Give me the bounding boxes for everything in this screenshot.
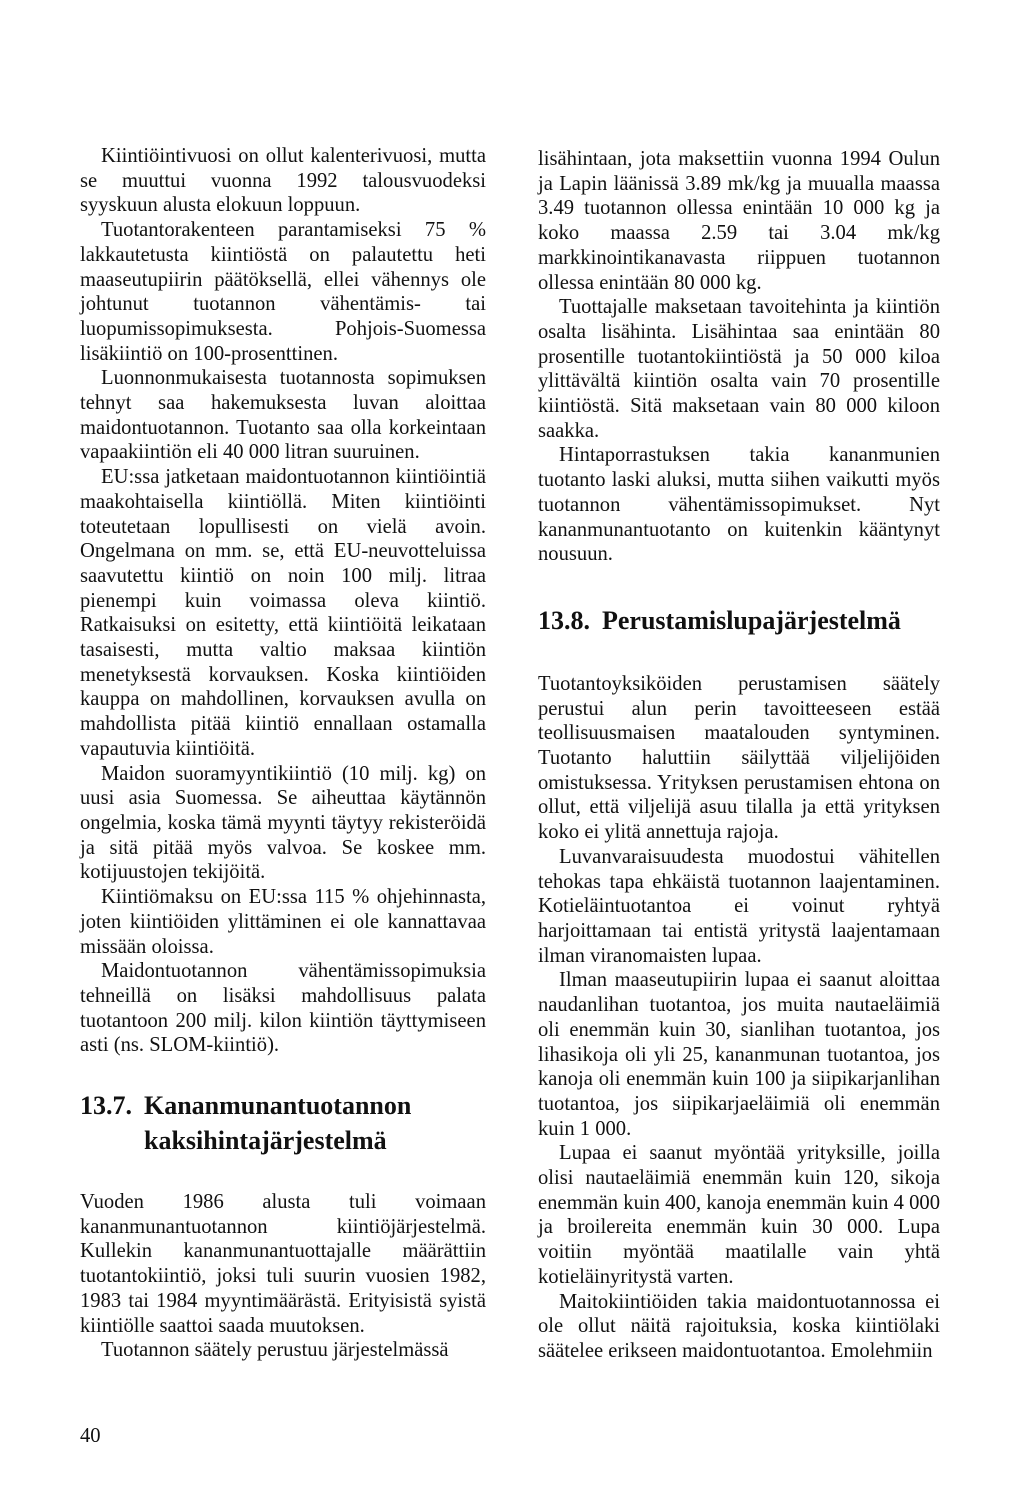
- paragraph: Kiintiöintivuosi on ollut kalenterivuosi, mutta se muuttui vuonna 1992 talousvuodeksi syyskuun alusta elokuun loppuun.: [80, 145, 486, 217]
- page-number: 40: [80, 1425, 101, 1447]
- paragraph: Maidon suoramyyntikiintiö (10 milj. kg) on uusi asia Suomessa. Se aiheuttaa käytännön ongelmia, koska tämä myynti täytyy rekisteröidä ja sitä pitää myös valvoa. Se koskee mm. kotijuustojen tekijöitä.: [80, 762, 486, 884]
- section-number: 13.7.: [80, 1091, 132, 1121]
- paragraph: Kiintiömaksu on EU:ssa 115 % ohjehinnasta, joten kiintiöiden ylittäminen ei ole kannattavaa missään oloissa.: [80, 886, 486, 958]
- right-column: [538, 147, 940, 1364]
- section-title-line-2: kaksihintajärjestelmä: [144, 1126, 387, 1156]
- paragraph: Maidontuotannon vähentämissopimuksia tehneillä on lisäksi mahdollisuus palata tuotantoon 200 milj. kilon kiintiön täyttymiseen asti (ns. SLOM-kiintiö).: [80, 960, 486, 1057]
- left-column: [80, 144, 486, 1363]
- paragraph: lisähintaan, jota maksettiin vuonna 1994 Oulun ja Lapin läänissä 3.89 mk/kg ja muualla maassa 3.49 tuotannon ollessa enintään 10 000 kg ja koko maassa 2.59 tai 3.04 mk/kg markkinointikanavasta riippuen tuotannon ollessa enintään 80 000 kg.: [538, 148, 940, 294]
- paragraph: Maitokiintiöiden takia maidontuotannossa ei ole ollut näitä rajoituksia, koska kiintiölaki säätelee erikseen maidontuotantoa. Emolehmiin: [538, 1290, 940, 1362]
- paragraph: Tuotantorakenteen parantamiseksi 75 % lakkautetusta kiintiöstä on palautettu heti maaseutupiirin päätöksellä, ellei vähennys ole johtunut tuotannon vähentämis- tai luopumissopimuksesta. Pohjois-Suomessa lisäkiintiö on 100-prosenttinen.: [80, 219, 486, 365]
- paragraph: Tuotantoyksiköiden perustamisen säätely perustui alun perin tavoitteeseen estää teollisuusmaisen maatalouden syntyminen. Tuotanto haluttiin säilyttää viljelijöiden omistuksessa. Yrityksen perustamisen ehtona on ollut, että viljelijä asuu tilalla ja että yrityksen koko ei ylitä annettuja rajoja.: [538, 672, 940, 844]
- section-title: Perustamislupajärjestelmä: [602, 605, 901, 635]
- paragraph: Hintaporrastuksen takia kananmunien tuotanto laski aluksi, mutta siihen vaikutti myös tuotannon vähentämissopimukset. Nyt kananmunantuotanto on kuitenkin kääntynyt nousuun.: [538, 444, 940, 566]
- paragraph: Tuotannon säätely perustuu järjestelmässä: [101, 1339, 449, 1362]
- paragraph: Tuottajalle maksetaan tavoitehinta ja kiintiön osalta lisähinta. Lisähintaa saa enintään 80 prosentille tuotantokiintiöstä ja 50 000 kiloa ylittävältä kiintiön osalta vain 70 prosentille kiintiöstä. Sitä maksetaan vain 80 000 kiloon saakka.: [538, 296, 940, 442]
- section-heading-13-7: [80, 1088, 486, 1158]
- section-number: 13.8.: [538, 605, 590, 635]
- paragraph: Luonnonmukaisesta tuotannosta sopimuksen tehnyt saa hakemuksesta luvan aloittaa maidontuotannon. Tuotanto saa olla korkeintaan vapaakiintiön eli 40 000 litran suuruinen.: [80, 367, 486, 464]
- paragraph: EU:ssa jatketaan maidontuotannon kiintiöintiä maakohtaisella kiintiöllä. Miten kiintiöinti toteutetaan lopullisesti on vielä avoin. Ongelmana on mm. se, että EU-neuvotteluissa saavutettu kiintiö on noin 100 milj. litraa pienempi kuin voimassa oleva kiintiö. Ratkaisuksi on esitetty, että kiintiöitä leikataan tasaisesti, mutta valtio maksaa kiintiön menetyksestä korvauksen. Koska kiintiöiden kauppa on mahdollinen, korvauksen avulla on mahdollista pitää kiintiö ennallaan ostamalla vapautuvia kiintiöitä.: [80, 466, 486, 760]
- section-title-line-1: Kananmunantuotannon: [144, 1091, 412, 1121]
- paragraph: Vuoden 1986 alusta tuli voimaan kananmunantuotannon kiintiöjärjestelmä. Kullekin kananmunantuottajalle määrättiin tuotantokiintiö, joksi tuli suurin vuosien 1982, 1983 tai 1984 myyntimäärästä. Erityisistä syistä kiintiölle saattoi saada muutoksen.: [80, 1191, 486, 1337]
- paragraph: Ilman maaseutupiirin lupaa ei saanut aloittaa naudanlihan tuotantoa, jos muita nautaeläimiä oli enemmän kuin 30, sianlihan tuotantoa, jos lihasikoja oli yli 25, kananmunan tuotantoa, jos kanoja oli enemmän kuin 100 ja siipikarjanlihan tuotantoa, jos siipikarjaeläimiä oli enemmän kuin 1 000.: [538, 969, 940, 1140]
- section-heading-13-8: [538, 603, 940, 638]
- paragraph: Lupaa ei saanut myöntää yrityksille, joilla olisi nautaeläimiä enemmän kuin 120, sikoja enemmän kuin 400, kanoja enemmän kuin 4 000 ja broilereita enemmän kuin 30 000. Lupa voitiin myöntää maatilalle vain yhtä kotieläinyritystä varten.: [538, 1142, 940, 1288]
- paragraph: Luvanvaraisuudesta muodostui vähitellen tehokas tapa ehkäistä tuotannon laajentaminen. Kotieläintuotantoa ei voinut ryhtyä harjoittamaan tai entistä yritystä laajentamaan ilman viranomaisten lupaa.: [538, 845, 940, 967]
